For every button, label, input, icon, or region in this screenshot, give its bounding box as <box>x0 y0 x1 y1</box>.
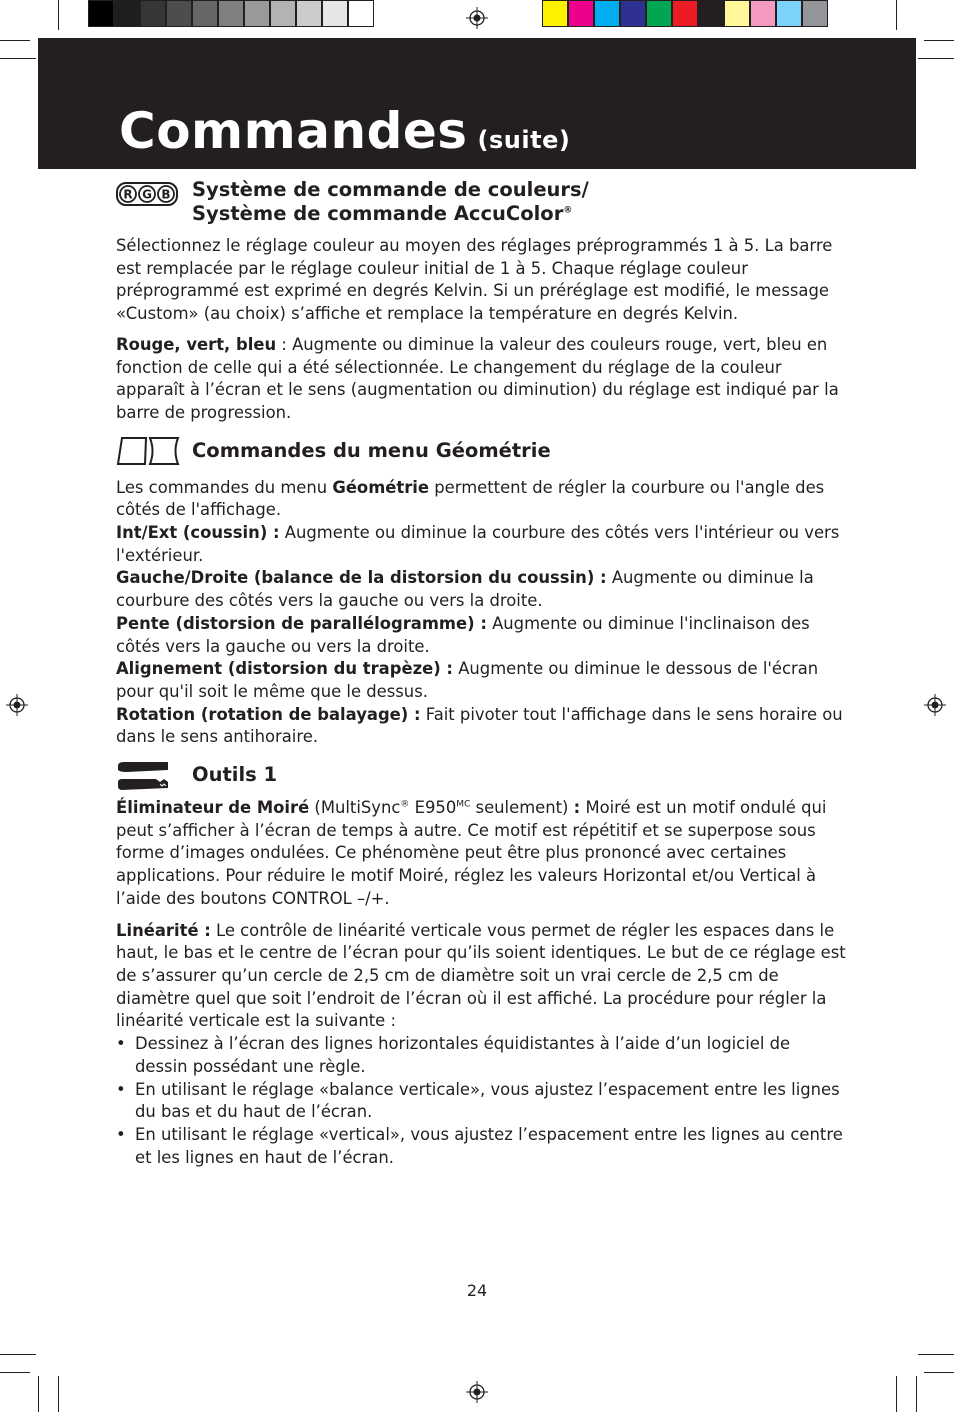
rgb-paragraph-2 <box>116 334 846 425</box>
crop-mark <box>0 1354 36 1355</box>
moire-model-pre: (MultiSync <box>309 798 401 818</box>
geometry-item-label: Gauche/Droite (balance de la distorsion du coussin) : <box>116 568 607 588</box>
moire-model: E950 <box>409 798 457 818</box>
tools-icon <box>116 760 172 794</box>
section-title-rgb-line1: Système de commande de couleurs/ <box>192 178 589 201</box>
registration-mark-icon <box>924 694 946 716</box>
bullet-icon: • <box>116 1034 126 1054</box>
list-item <box>116 1124 846 1169</box>
gray-calibration-bar <box>88 0 374 28</box>
color-swatch <box>620 0 646 27</box>
crop-mark <box>918 58 954 59</box>
page-title <box>119 102 571 160</box>
section-title-geometry: Commandes du menu Géométrie <box>192 438 551 462</box>
list-item-text: En utilisant le réglage «balance verticale», vous ajustez l’espacement entre les lignes du bas et du haut de l’écran. <box>135 1079 840 1122</box>
bullet-icon: • <box>116 1124 126 1144</box>
list-item <box>116 1079 846 1124</box>
color-swatch <box>88 0 114 27</box>
linearity-text: Le contrôle de linéarité verticale vous permet de régler les espaces dans le haut, le bas et le centre de l’écran pour qu’ils soient identiques. Le but de ce réglage est de s’assurer qu’un cercle de 2,5 cm de diamètre soit un vrai cercle de 2,5 cm de diamètre quel que soit l’endroit de l’écran où il est affiché. La procédure pour régler la linéarité verticale est la suivante : <box>116 920 846 1031</box>
color-swatch <box>594 0 620 27</box>
color-swatch <box>192 0 218 27</box>
section-title-tools: Outils 1 <box>192 763 278 787</box>
bullet-icon: • <box>116 1079 126 1099</box>
geometry-item-label: Int/Ext (coussin) : <box>116 523 280 543</box>
page-title-text: Commandes <box>119 102 468 160</box>
section-title-rgb-line2-text: Système de commande AccuColor <box>192 202 564 225</box>
svg-text:G: G <box>142 187 152 202</box>
geometry-item-text: Augmente ou diminue l'inclinaison des côtés vers la gauche ou vers la droite. <box>116 613 810 656</box>
geometry-item-text: Augmente ou diminue la courbure des côtés vers l'intérieur ou vers l'extérieur. <box>116 523 840 565</box>
crop-mark <box>924 40 954 41</box>
geometry-item-label: Rotation (rotation de balayage) : <box>116 704 421 724</box>
geometry-icon <box>116 436 180 466</box>
page-subtitle: (suite) <box>477 126 571 154</box>
linearity-label: Linéarité : <box>116 920 211 940</box>
color-swatch <box>114 0 140 27</box>
geometry-item-text: Augmente ou diminue le dessous de l'écran pour qu'il soit le même que le dessus. <box>116 659 819 701</box>
rgb-paragraph-1: Sélectionnez le réglage couleur au moyen des réglages préprogrammés 1 à 5. La barre est remplacée par le réglage couleur initial de 1 à 5. Chaque réglage couleur préprogrammé est exprimé en degrés Kelvin. Si un préréglage est modifié, le message «Custom» (au choix) s’affiche et remplace la température en degrés Kelvin. <box>116 236 833 324</box>
moire-paragraph <box>116 797 846 911</box>
geometry-item <box>116 704 846 749</box>
section-title-rgb-line2 <box>192 202 846 226</box>
registration-mark-icon <box>466 1381 488 1403</box>
geometry-item <box>116 613 846 658</box>
page-content <box>116 178 846 1169</box>
page-header-banner <box>38 38 916 169</box>
color-swatch <box>348 0 374 27</box>
section-heading-geometry <box>116 439 846 477</box>
color-swatch <box>646 0 672 27</box>
moire-label: Éliminateur de Moiré <box>116 798 310 818</box>
color-swatch <box>724 0 750 27</box>
color-swatch <box>166 0 192 27</box>
crop-mark <box>58 1376 59 1412</box>
rgb-paragraph-2-text: : Augmente ou diminue la valeur des couleurs rouge, vert, bleu en fonction de celle qui a été sélectionnée. Le changement du réglage de la couleur apparaît à l’écran et le sens (augmentation ou diminution) du réglage est indiqué par la barre de progression. <box>116 334 839 422</box>
moire-colon: : <box>573 798 581 818</box>
crop-mark <box>0 1372 30 1373</box>
registration-mark-icon <box>6 694 28 716</box>
color-swatch <box>750 0 776 27</box>
list-item <box>116 1033 846 1078</box>
color-calibration-bar <box>542 0 828 28</box>
color-swatch <box>542 0 568 27</box>
crop-mark <box>896 0 897 30</box>
color-swatch <box>270 0 296 27</box>
geometry-item <box>116 658 846 703</box>
section-heading-tools <box>116 763 846 797</box>
geometry-intro <box>116 477 846 522</box>
moire-model-post: seulement) <box>470 798 574 818</box>
rgb-icon <box>116 182 178 206</box>
geometry-item <box>116 522 846 567</box>
geometry-item-text: Augmente ou diminue la courbure des côtés vers la gauche ou vers la droite. <box>116 568 814 611</box>
crop-mark <box>38 1376 39 1412</box>
crop-mark <box>0 40 30 41</box>
color-swatch <box>218 0 244 27</box>
crop-mark <box>916 1376 917 1412</box>
rgb-paragraph-2-bold: Rouge, vert, bleu <box>116 334 277 354</box>
geometry-item-label: Alignement (distorsion du trapèze) : <box>116 659 453 679</box>
registered-mark: ® <box>563 205 573 216</box>
moire-text: Moiré est un motif ondulé qui peut s’afficher à l’écran de temps à autre. Ce motif est répétitif et se superpose sous forme d’images ondulées. Ce phénomène peut être plus prononcé avec certaines applications. Pour réduire le motif Moiré, réglez les valeurs Horizontal et/ou Vertical à l’aide des boutons CONTROL –/+. <box>116 798 827 908</box>
color-swatch <box>672 0 698 27</box>
svg-text:R: R <box>123 187 133 202</box>
section-heading-rgb <box>116 178 846 226</box>
geometry-item <box>116 567 846 612</box>
geometry-item-text: Fait pivoter tout l'affichage dans le sens horaire ou dans le sens antihoraire. <box>116 704 843 747</box>
geometry-intro-post: permettent de régler la courbure ou l'angle des côtés de l'affichage. <box>116 477 825 520</box>
color-swatch <box>244 0 270 27</box>
crop-mark <box>896 1376 897 1412</box>
color-swatch <box>698 0 724 27</box>
color-swatch <box>140 0 166 27</box>
geometry-item-label: Pente (distorsion de parallélogramme) : <box>116 613 487 633</box>
crop-mark <box>58 0 59 30</box>
color-swatch <box>776 0 802 27</box>
color-swatch <box>568 0 594 27</box>
registration-mark-icon <box>466 7 488 29</box>
linearity-paragraph <box>116 920 846 1034</box>
registered-mark: ® <box>400 799 410 810</box>
color-swatch <box>802 0 828 27</box>
crop-mark <box>0 58 36 59</box>
geometry-intro-bold: Géométrie <box>332 477 430 497</box>
list-item-text: Dessinez à l’écran des lignes horizontales équidistantes à l’aide d’un logiciel de dessin possédant une règle. <box>135 1034 791 1076</box>
trademark-mc: MC <box>456 799 471 810</box>
page-number: 24 <box>466 1281 488 1300</box>
list-item-text: En utilisant le réglage «vertical», vous ajustez l’espacement entre les lignes au centre et les lignes en haut de l’écran. <box>135 1124 843 1167</box>
crop-mark <box>918 1354 954 1355</box>
color-swatch <box>322 0 348 27</box>
svg-text:B: B <box>161 187 171 202</box>
color-swatch <box>296 0 322 27</box>
geometry-intro-pre: Les commandes du menu <box>116 477 333 497</box>
crop-mark <box>924 1372 954 1373</box>
